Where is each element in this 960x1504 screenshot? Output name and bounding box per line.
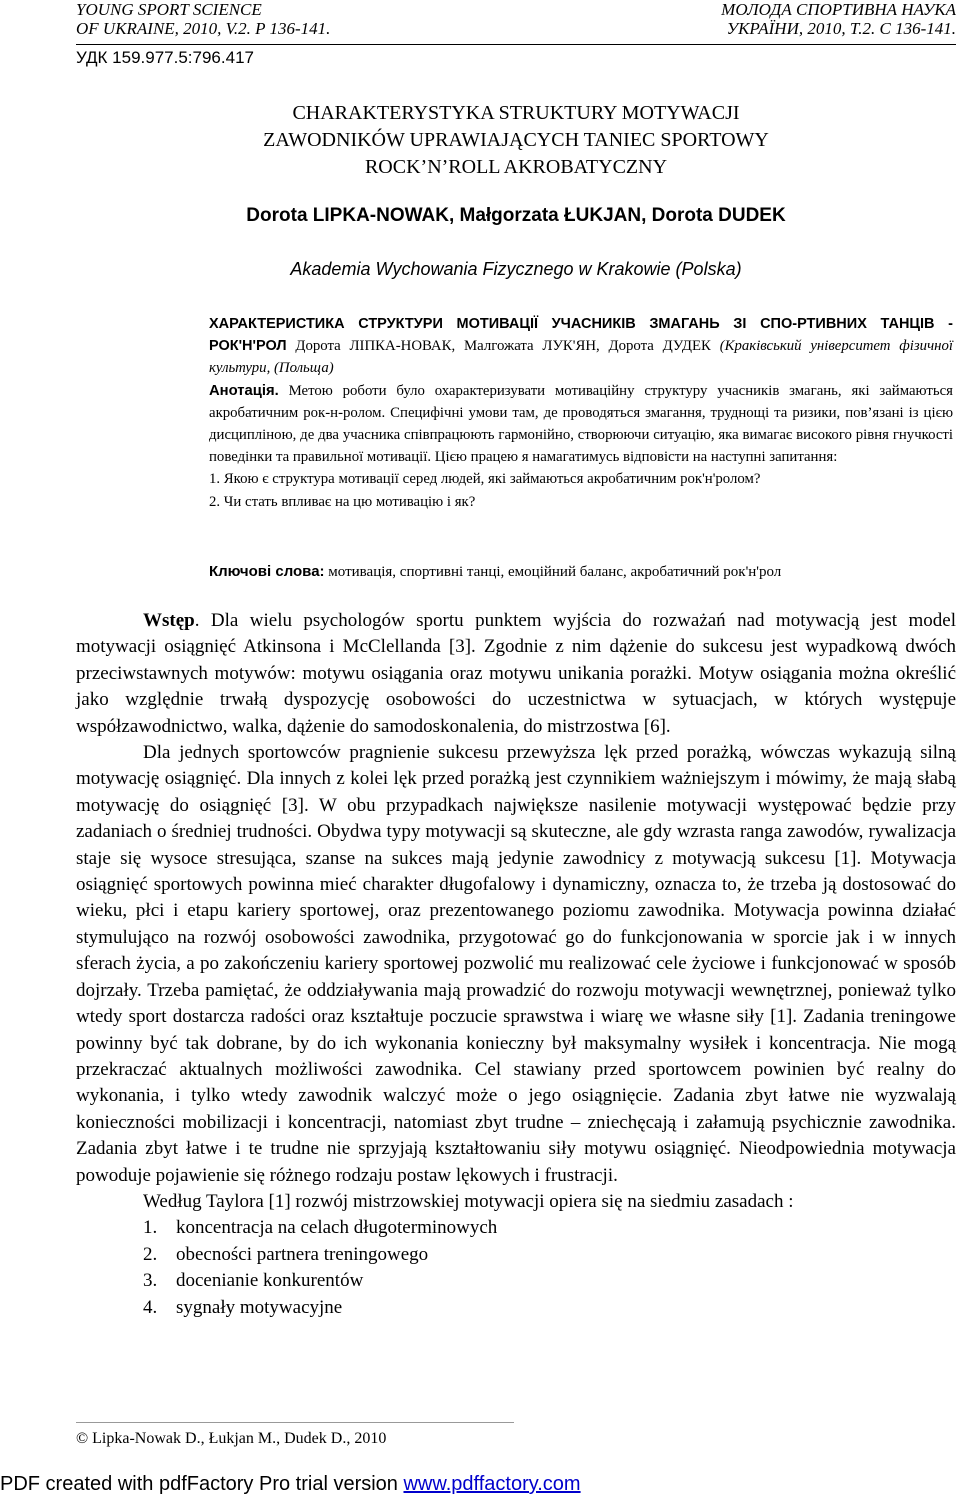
ua-authors: Дорота ЛІПКА-НОВАК, Малгожата ЛУК'ЯН, Дорота ДУДЕК (295, 338, 711, 355)
ua-question-2: 2. Чи стать впливає на цю мотивацію і як? (209, 493, 476, 510)
header-right-line1: МОЛОДА СПОРТИВНА НАУКА (721, 0, 956, 19)
pdf-watermark (0, 1473, 581, 1496)
keywords (209, 563, 781, 581)
ua-heading (209, 313, 953, 380)
list-item-text: sygnały motywacyjne (176, 1296, 343, 1318)
body-text (76, 608, 956, 1321)
ua-affiliation: (Краківський університет фізичної культури, (Польща) (209, 338, 953, 377)
keywords-text: мотивація, спортивні танці, емоційний баланс, акробатичний рок'н'рол (328, 564, 782, 580)
paragraph-3: Według Taylora [1] rozwój mistrzowskiej motywacji opiera się na siedmiu zasadach : (143, 1190, 794, 1212)
header-left-line1: YOUNG SPORT SCIENCE (76, 0, 262, 19)
paper-title (76, 100, 956, 181)
header-left-line2: OF UKRAINE, 2010, V.2. P 136-141. (76, 19, 331, 38)
ua-title: ХАРАКТЕРИСТИКА СТРУКТУРИ МОТИВАЦІЇ УЧАСНИКІВ ЗМАГАНЬ ЗІ СПО-РТИВНИХ ТАНЦІВ - РОК'Н'РОЛ (209, 316, 953, 355)
list-item-number: 2. (143, 1243, 158, 1265)
title-line-1: CHARAKTERYSTYKA STRUKTURY MOTYWACJI (292, 102, 740, 124)
affiliation: Akademia Wychowania Fizycznego w Krakowie (Polska) (290, 259, 742, 279)
ukrainian-abstract (209, 313, 953, 513)
title-line-3: ROCK’N’ROLL AKROBATYCZNY (364, 156, 668, 178)
list-item (76, 1215, 956, 1241)
paragraph-2: Dla jednych sportowców pragnienie sukcesu przewyższa lęk przed porażką, wówczas wykazują silną motywację osiągnięć. Dla innych z kolei lęk przed porażką jest czynnikiem ważniejszym i mówimy, że mają słabą motywację do osiągnięć [3]. W obu przypadkach największe nasilenie motywacji występować będzie przy zadaniach o średniej trudności. Obydwa typy motywacji są skuteczne, ale gdy wzrasta ranga zawodów, rywalizacja staje się wysoce stresująca, szanse na sukces mają jedynie zawodnicy z motywacją sukcesu [1]. Motywacja osiągnięć sportowych powinna mieć charakter długofalowy i dynamiczny, oznacza to, że trzeba ją dostosować do wieku, płci i etapu kariery sportowej, oraz prezentowanego poziomu zawodnika. Motywacja powinna działać stymulująco na rozwój osobowości zawodnika, przygotować go do funkcjonowania w sporcie jak i w innych sferach życia, a po zakończeniu kariery sportowej pozwolić mu realizować cele życiowe i funkcjonować w sposób dojrzały. Trzeba pamiętać, że oddziaływania mają prowadzić do rozwoju motywacji wewnętrznej, ponieważ tylko wtedy sport dostarcza radości oraz kształtuje poczucie sprawstwa i wiarę we własne siły [1]. Zadania treningowe powinny być tak dobrane, by do ich wykonania konieczny był maksymalny wysiłek i koncentracja. Nie mogą przekraczać aktualnych możliwości zawodnika. Cel stawiany przed sportowcem powinien być realny do wykonania, i tylko wtedy zawodnik walczyć może o jego osiągnięcie. Zadania zbyt łatwe nie wyzwalają konieczności mobilizacji i koncentracji, natomiast zbyt trudne – zniechęcają i załamują psychicznie zawodnika. Zadania zbyt łatwe i te trudne nie sprzyjają kształtowaniu siły motywu osiągnięć. Nieodpowiednia motywacja powoduje pojawienie się różnego rodzaju postaw lękowych i frustracji. (76, 742, 956, 1186)
footnote-divider (76, 1422, 514, 1423)
intro-label: Wstęp (143, 610, 195, 631)
header-journal-ua (721, 0, 956, 38)
keywords-label: Ключові слова: (209, 563, 325, 580)
title-line-2: ZAWODNIKÓW UPRAWIAJĄCYCH TANIEC SPORTOWY (263, 129, 769, 151)
list-item (76, 1295, 956, 1321)
udc-code: УДК 159.977.5:796.417 (76, 48, 254, 67)
list-item-text: obecności partnera treningowego (176, 1243, 429, 1265)
intro-text: . Dla wielu psychologów sportu punktem wyjścia do rozważań nad motywacją jest model motywacji osiągnięć Atkinsona i McClellanda [3]. Zgodnie z nim dążenie do sukcesu jest wypadkową dwóch przeciwstawnych motywów: motywu osiągania oraz motywu unikania porażki. Motyw osiągania można określić jako względnie trwałą dyspozycję osobowości do uczestnictwa w sytuacjach, w których występuje współzawodnictwo, walka, dążenie do samodoskonalenia, do mistrzostwa [6]. (76, 610, 956, 737)
ua-annotation-label: Анотація. (209, 382, 279, 399)
running-header (76, 0, 956, 45)
list-item-number: 3. (143, 1270, 158, 1292)
list-item-text: docenianie konkurentów (176, 1270, 364, 1292)
intro-paragraph (76, 608, 956, 740)
ua-annotation (209, 380, 953, 469)
list-item (76, 1268, 956, 1294)
ua-question-1: 1. Якою є структура мотивації серед людей, які займаються акробатичним рок'н'ролом? (209, 471, 761, 488)
ua-annotation-text: Метою роботи було охарактеризувати мотиваційну структуру учасників змагань, які займаються акробатичним рок-н-ролом. Специфічні умови там, де проводяться змагання, труднощі та ризики, пов’язані із цією дисципліною, де два учасника співпрацюють гармонійно, створюючи ситуацію, яка вимагає високого рівня гнучкості поведінки та правильної мотивації. Цією працею я намагатимусь відповісти на наступні запитання: (209, 382, 953, 466)
copyright-footnote: © Lipka-Nowak D., Łukjan M., Dudek D., 2010 (76, 1430, 387, 1447)
list-item-number: 1. (143, 1217, 158, 1239)
list-item-number: 4. (143, 1296, 158, 1318)
header-right-line2: УКРАЇНИ, 2010, Т.2. С 136-141. (726, 19, 956, 38)
watermark-link[interactable]: www.pdffactory.com (403, 1473, 581, 1495)
watermark-text: PDF created with pdfFactory Pro trial version (0, 1473, 404, 1495)
header-journal-en (76, 0, 330, 38)
list-item-text: koncentracja na celach długoterminowych (176, 1217, 498, 1239)
list-item (76, 1242, 956, 1268)
principles-list (76, 1215, 956, 1321)
authors: Dorota LIPKA-NOWAK, Małgorzata ŁUKJAN, Dorota DUDEK (246, 205, 786, 226)
